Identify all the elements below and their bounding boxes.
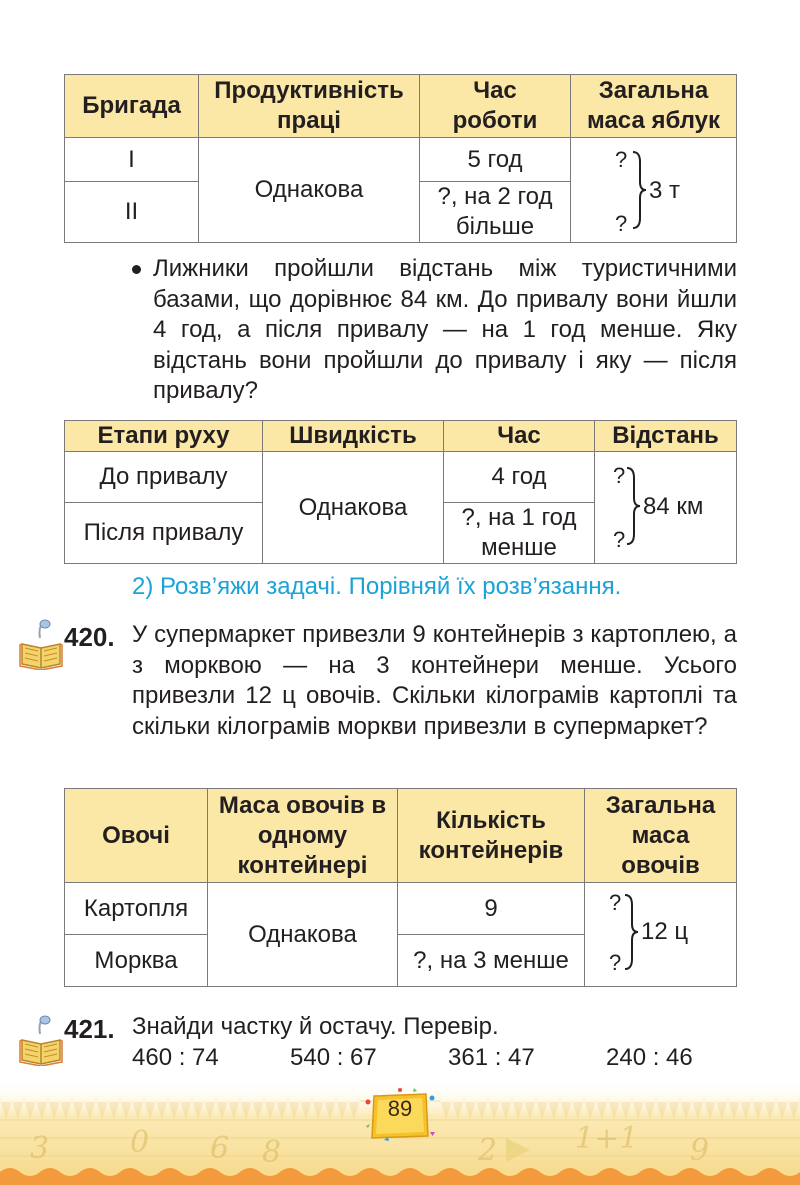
table-skiers (64, 420, 737, 564)
header-cell: Кількість контейнерів (398, 789, 585, 883)
unknown-mark: ? (613, 527, 626, 552)
total-brace-cell (585, 883, 737, 987)
total-brace-cell (595, 452, 737, 564)
row-name: I (65, 138, 199, 182)
brace-icon (631, 150, 647, 230)
unknown-mark: ? (609, 950, 622, 975)
table-vegetables (64, 788, 737, 987)
brace-icon (625, 466, 641, 546)
svg-text:2: 2 (478, 1133, 498, 1168)
header-cell: Відстань (595, 421, 737, 452)
row-count: 9 (398, 883, 585, 935)
table-header-row (65, 789, 737, 883)
table-row (65, 883, 737, 935)
table-row (65, 138, 737, 182)
total-brace-cell (571, 138, 737, 243)
book-lamp-icon (18, 1014, 64, 1066)
svg-text:3: 3 (30, 1131, 50, 1166)
header-cell: Час (444, 421, 595, 452)
table-header-row (65, 421, 737, 452)
unknown-mark: ? (613, 463, 626, 488)
total-value: 12 ц (641, 918, 689, 945)
svg-text:0: 0 (130, 1125, 150, 1160)
expression: 540 : 67 (290, 1044, 377, 1071)
page-number: 89 (387, 1096, 413, 1121)
header-cell: Загальна маса овочів (585, 789, 737, 883)
unknown-mark: ? (609, 890, 622, 915)
row-count: ?, на 3 менше (398, 935, 585, 987)
book-lamp-icon (18, 618, 64, 670)
header-cell: Швидкість (263, 421, 444, 452)
row-time: ?, на 2 год більше (420, 182, 571, 243)
row-name: II (65, 182, 199, 243)
total-value: 3 т (649, 177, 681, 204)
unknown-mark: ? (615, 147, 628, 172)
shared-value: Однакова (263, 452, 444, 564)
brace-icon (623, 893, 639, 971)
header-cell: Етапи руху (65, 421, 263, 452)
header-cell: Час роботи (420, 75, 571, 138)
task-number-420: 420. (64, 622, 115, 652)
header-cell: Бригада (65, 75, 199, 138)
svg-text:6: 6 (210, 1131, 230, 1166)
table-brigades (64, 74, 737, 243)
problem-text: Лижники пройшли відстань між туристичними базами, що дорівнює 84 км. До привалу вони йшли 4 год, а після привалу — на 1 год менше. Яку відстань вони пройшли до привалу і яку — після привалу? (153, 255, 737, 404)
svg-text:8: 8 (262, 1135, 282, 1170)
header-cell: Маса овочів в одному контейнері (208, 789, 398, 883)
row-time: ?, на 1 год менше (444, 503, 595, 564)
row-time: 4 год (444, 452, 595, 503)
row-time: 5 год (420, 138, 571, 182)
shared-value: Однакова (208, 883, 398, 987)
header-cell: Овочі (65, 789, 208, 883)
row-name: До привалу (65, 452, 263, 503)
row-name: Картопля (65, 883, 208, 935)
shared-value: Однакова (199, 138, 420, 243)
task-number-421: 421. (64, 1014, 115, 1044)
row-name: Після привалу (65, 503, 263, 564)
expression: 361 : 47 (448, 1044, 535, 1071)
row-name: Морква (65, 935, 208, 987)
total-value: 84 км (643, 493, 704, 520)
bullet-icon (132, 265, 141, 274)
task-421-text: Знайди частку й остачу. Перевір. (132, 1013, 499, 1040)
unknown-mark: ? (615, 211, 628, 236)
task-420-text: У супермаркет привезли 9 контейнерів з картоплею, а з морквою — на 3 контейнери менше. Усього привезли 12 ц овочів. Скільки кілограмів картоплі та скільки кілограмів моркви привезли в супермаркет? (132, 621, 737, 740)
svg-text:9: 9 (690, 1133, 710, 1168)
header-cell: Продуктивність праці (199, 75, 420, 138)
svg-text:1+1: 1+1 (575, 1121, 639, 1156)
expression: 460 : 74 (132, 1044, 219, 1071)
header-cell: Загальна маса яблук (571, 75, 737, 138)
expression: 240 : 46 (606, 1044, 693, 1071)
instruction-text: 2) Розв’яжи задачі. Порівняй їх розв’язання. (132, 573, 622, 600)
table-header-row (65, 75, 737, 138)
table-row (65, 452, 737, 503)
